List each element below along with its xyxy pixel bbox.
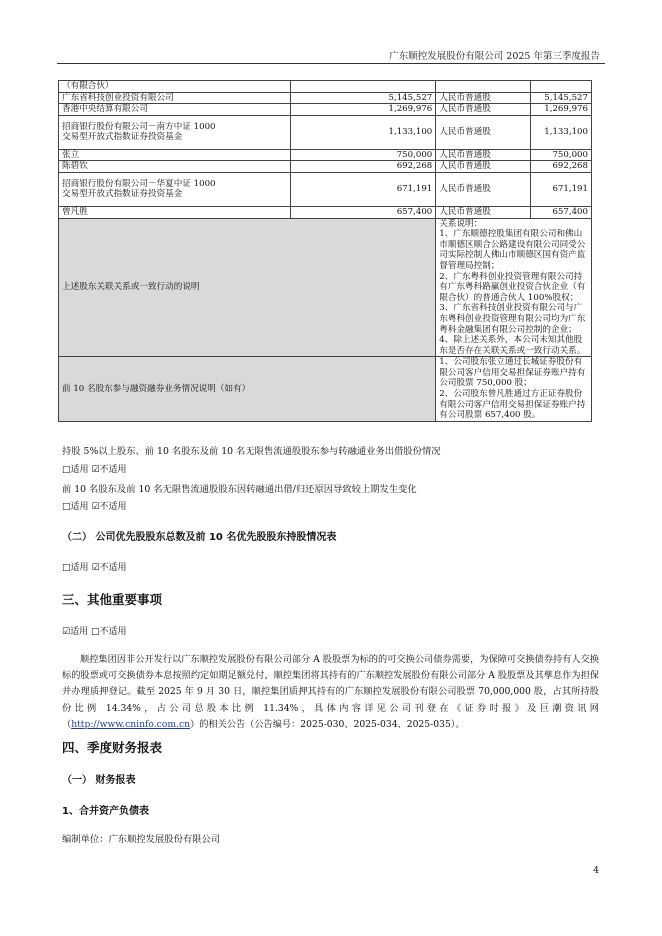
holder-name: 曾凡胜 — [59, 206, 291, 218]
share-type: 人民币普通股 — [436, 172, 531, 206]
table-row — [59, 81, 592, 93]
share-type: 人民币普通股 — [436, 104, 531, 116]
preparer-unit: 编制单位：广东顺控发展股份有限公司 — [62, 834, 221, 845]
share-type: 人民币普通股 — [436, 115, 531, 149]
share-type — [436, 81, 531, 93]
report-header: 广东顺控发展股份有限公司 2025 年第三季度报告 — [389, 51, 600, 62]
relation-line: 2、广东粤科创业投资管理有限公司持有广东粤科路赢创业投资合伙企业（有限合伙）的普通合伙人 100%股权； — [439, 271, 586, 303]
holder-name: 广东省科技创业投资有限公司 — [59, 92, 291, 104]
applicable-checkbox: □适用 — [62, 465, 89, 475]
balance-sheet-heading: 1、合并资产负债表 — [62, 806, 149, 817]
share-qty: 692,268 — [531, 161, 592, 173]
holder-shares: 1,269,976 — [290, 104, 436, 116]
table-row — [59, 115, 592, 149]
share-type: 人民币普通股 — [436, 206, 531, 218]
not-applicable-checkbox: ☑不适用 — [91, 465, 127, 475]
margin-line: 2、公司股东曾凡胜通过方正证券股份有限公司客户信用交易担保证券账户持有公司股票 657,400 股。 — [439, 389, 586, 421]
relation-line: 3、广东省科技创业投资有限公司与广东粤科创业投资管理有限公司均为广东粤科金融集团有限公司控制的企业； — [439, 303, 586, 335]
not-applicable-checkbox: ☑不适用 — [91, 563, 127, 573]
share-qty — [531, 81, 592, 93]
relation-line: 1、广东顺德控股集团有限公司和佛山市顺德区顺合公路建设有限公司同受公司实际控制人佛山市顺德区国有资产监督管理局控制； — [439, 229, 586, 271]
share-qty: 5,145,527 — [531, 92, 592, 104]
cninfo-link[interactable]: http://www.cninfo.com.cn — [71, 718, 191, 730]
relation-line: 关系说明： — [439, 218, 483, 229]
lending-question: 持股 5%以上股东、前 10 名股东及前 10 名无限售流通股股东参与转融通业务出借股份情况 — [62, 446, 441, 457]
preferred-options — [62, 560, 127, 573]
share-qty: 1,269,976 — [531, 104, 592, 116]
holder-name: 张立 — [59, 149, 291, 161]
preferred-shares-heading: （二） 公司优先股股东总数及前 10 名优先股股东持股情况表 — [62, 532, 337, 543]
change-options — [62, 499, 127, 512]
header-divider — [57, 63, 605, 64]
not-applicable-checkbox: ☑不适用 — [91, 502, 127, 512]
relation-label: 上述股东关联关系或一致行动的说明 — [59, 218, 436, 357]
table-row — [59, 161, 592, 173]
holder-shares: 657,400 — [290, 206, 436, 218]
margin-notes — [436, 357, 592, 422]
holder-name: 招商银行股份有限公司－华夏中证 1000 交易型开放式指数证券投资基金 — [59, 172, 291, 206]
holder-name: 招商银行股份有限公司－南方中证 1000 交易型开放式指数证券投资基金 — [59, 115, 291, 149]
applicable-checkbox: ☑适用 — [62, 627, 89, 637]
applicable-checkbox: □适用 — [62, 563, 89, 573]
pledge-text: 顺控集团因非公开发行以广东顺控发展股份有限公司部分 A 股股票为标的的可交换公司债券需要，为保障可交换债券持有人交换标的股票或可交换债券本息按照约定如期足额兑付，顺控集团将其持有的广东顺控发展股份有限公司部分 A 股股票及其孳息作为担保并办理质押登记。截至 2025 年 9 月 30 日，顺控集团质押其持有的广东顺控发展股份有限公司股票 70,000,000 股，占其所持股份比例 14.34%，占公司总股本比例 11.34%，具体内容详见公司刊登在《证券时报》及巨潮资讯网（ — [62, 654, 599, 730]
share-type: 人民币普通股 — [436, 92, 531, 104]
relation-line: 4、除上述关系外，本公司未知其他股东是否存在关联关系或一致行动关系。 — [439, 335, 586, 356]
financial-reports-subheading: （一） 财务报表 — [62, 775, 136, 786]
holder-shares: 671,191 — [290, 172, 436, 206]
share-qty: 750,000 — [531, 149, 592, 161]
page-number: 4 — [593, 866, 599, 876]
table-row — [59, 104, 592, 116]
holder-name: （有限合伙） — [59, 81, 291, 93]
margin-line: 1、公司股东张立通过长城证券股份有限公司客户信用交易担保证券账户持有公司股票 750,000 股； — [439, 357, 586, 389]
holder-name: 香港中央结算有限公司 — [59, 104, 291, 116]
financial-statements-heading: 四、季度财务报表 — [62, 740, 163, 755]
change-question: 前 10 名股东及前 10 名无限售流通股股东因转融通出借/归还原因导致较上期发生变化 — [62, 484, 417, 495]
share-type: 人民币普通股 — [436, 149, 531, 161]
table-row — [59, 172, 592, 206]
share-type: 人民币普通股 — [436, 161, 531, 173]
holder-name: 陈碧钦 — [59, 161, 291, 173]
holder-shares — [290, 81, 436, 93]
share-qty: 671,191 — [531, 172, 592, 206]
holder-shares: 750,000 — [290, 149, 436, 161]
share-qty: 657,400 — [531, 206, 592, 218]
other-matters-heading: 三、其他重要事项 — [62, 592, 163, 607]
top-holders-table — [58, 80, 592, 422]
pledge-paragraph — [62, 652, 599, 733]
not-applicable-checkbox: □不适用 — [91, 627, 127, 637]
share-qty: 1,133,100 — [531, 115, 592, 149]
holder-shares: 692,268 — [290, 161, 436, 173]
other-matters-options — [62, 624, 127, 637]
table-row — [59, 92, 592, 104]
lending-options — [62, 462, 127, 475]
relation-row — [59, 218, 592, 357]
table-row — [59, 149, 592, 161]
margin-row — [59, 357, 592, 422]
holder-shares: 5,145,527 — [290, 92, 436, 104]
pledge-text-end: ）的相关公告（公告编号：2025-030、2025-034、2025-035）。 — [190, 718, 465, 730]
table-row — [59, 206, 592, 218]
relation-notes — [436, 218, 592, 357]
holder-shares: 1,133,100 — [290, 115, 436, 149]
margin-label: 前 10 名股东参与融资融券业务情况说明（如有） — [59, 357, 436, 422]
applicable-checkbox: □适用 — [62, 502, 89, 512]
